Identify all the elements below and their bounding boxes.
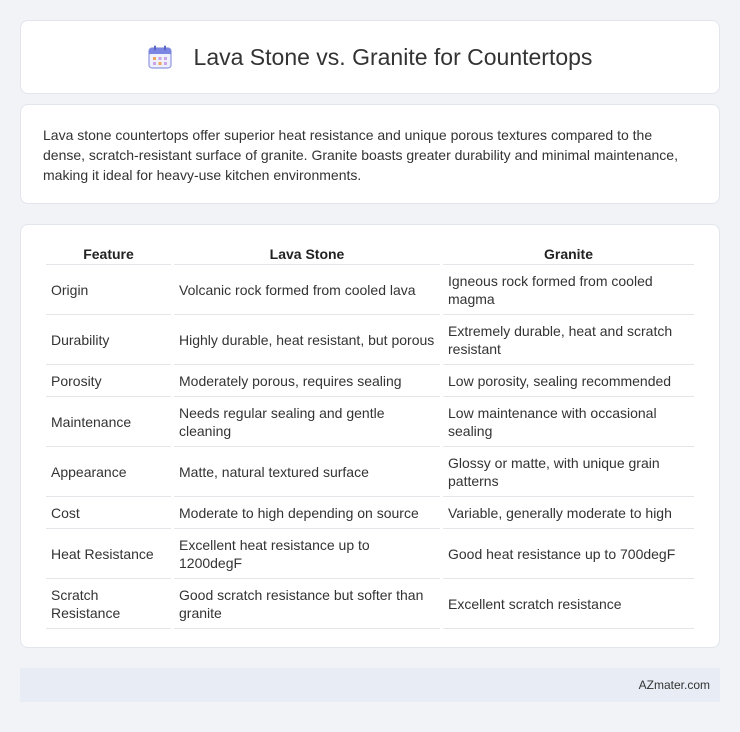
calendar-icon (148, 45, 172, 69)
table-header-row (46, 243, 694, 265)
granite-cell: Low porosity, sealing recommended (443, 367, 694, 397)
header-granite: Granite (443, 243, 694, 265)
comparison-card (20, 224, 720, 648)
granite-cell: Good heat resistance up to 700degF (443, 531, 694, 579)
header-feature: Feature (46, 243, 171, 265)
table-row (46, 531, 694, 579)
page-title (148, 44, 593, 71)
lava-stone-cell: Moderately porous, requires sealing (174, 367, 440, 397)
granite-cell: Glossy or matte, with unique grain patterns (443, 449, 694, 497)
table-row (46, 399, 694, 447)
table-row (46, 581, 694, 629)
table-row (46, 267, 694, 315)
table-row (46, 367, 694, 397)
feature-cell: Porosity (46, 367, 171, 397)
comparison-table (43, 241, 697, 631)
lava-stone-cell: Moderate to high depending on source (174, 499, 440, 529)
granite-cell: Excellent scratch resistance (443, 581, 694, 629)
lava-stone-cell: Matte, natural textured surface (174, 449, 440, 497)
page-title-text: Lava Stone vs. Granite for Countertops (193, 43, 593, 70)
feature-cell: Cost (46, 499, 171, 529)
feature-cell: Durability (46, 317, 171, 365)
footer-brand: AZmater.com (638, 678, 710, 692)
header-lava-stone: Lava Stone (174, 243, 440, 265)
summary-card (20, 104, 720, 204)
lava-stone-cell: Needs regular sealing and gentle cleaning (174, 399, 440, 447)
granite-cell: Variable, generally moderate to high (443, 499, 694, 529)
granite-cell: Low maintenance with occasional sealing (443, 399, 694, 447)
lava-stone-cell: Excellent heat resistance up to 1200degF (174, 531, 440, 579)
table-row (46, 317, 694, 365)
granite-cell: Extremely durable, heat and scratch resistant (443, 317, 694, 365)
summary-text: Lava stone countertops offer superior heat resistance and unique porous textures compared to the dense, scratch-resistant surface of granite. Granite boasts greater durability and minimal maintenance, making it ideal for heavy-use kitchen environments. (43, 127, 678, 183)
feature-cell: Origin (46, 267, 171, 315)
feature-cell: Appearance (46, 449, 171, 497)
lava-stone-cell: Volcanic rock formed from cooled lava (174, 267, 440, 315)
lava-stone-cell: Good scratch resistance but softer than granite (174, 581, 440, 629)
footer (20, 668, 720, 702)
table-row (46, 449, 694, 497)
feature-cell: Scratch Resistance (46, 581, 171, 629)
lava-stone-cell: Highly durable, heat resistant, but porous (174, 317, 440, 365)
granite-cell: Igneous rock formed from cooled magma (443, 267, 694, 315)
title-card (20, 20, 720, 94)
table-row (46, 499, 694, 529)
feature-cell: Maintenance (46, 399, 171, 447)
feature-cell: Heat Resistance (46, 531, 171, 579)
